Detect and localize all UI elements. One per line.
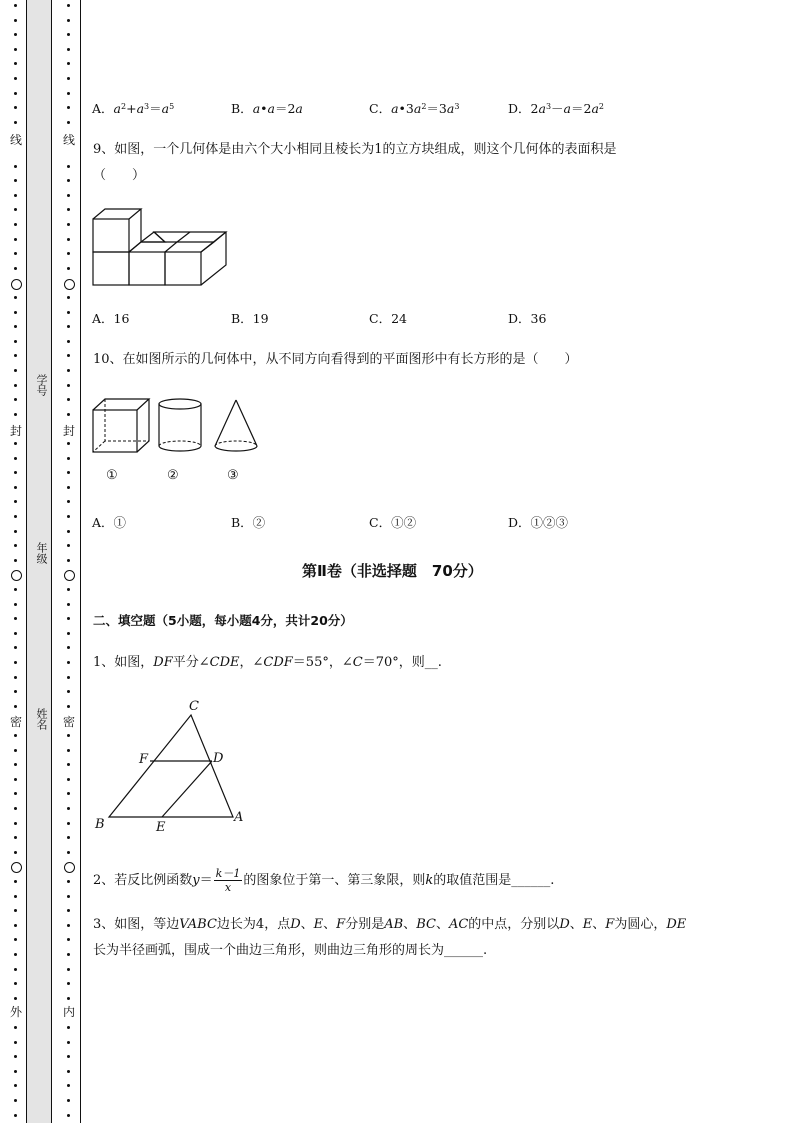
student-id-label: 学号 [35,374,48,396]
margin-dot [14,603,17,606]
margin-dot [67,807,70,810]
margin-dot [14,1099,17,1102]
q10-figure-label-3: ③ [227,468,239,483]
margin-dot [67,1099,70,1102]
point-label-b: B [95,817,105,832]
margin-dot [67,252,70,255]
margin-mark-nei: 内 [59,1005,79,1019]
margin-mark-wai: 外 [6,1005,26,1019]
point-label-a: A [234,810,244,825]
margin-dot [14,33,17,36]
margin-circle-icon [11,279,22,290]
margin-dot [67,778,70,781]
margin-dot [14,617,17,620]
q10-option-b[interactable]: B．② [231,515,266,530]
margin-dot [14,267,17,270]
margin-dot [67,413,70,416]
section-2-title: 第Ⅱ卷（非选择题 70分） [302,562,483,580]
margin-dot [67,953,70,956]
margin-mark-xian-outer: 线 [6,133,26,147]
margin-dot [67,763,70,766]
margin-dot [67,165,70,168]
margin-dot [67,384,70,387]
margin-dot [14,530,17,533]
f2-fraction: $\frac{k-1}{x}$ [215,867,241,894]
point-label-d: D [213,751,224,766]
margin-dot [67,880,70,883]
margin-dot [14,661,17,664]
margin-dot [14,194,17,197]
margin-dot [14,646,17,649]
margin-dot [67,617,70,620]
margin-dot [67,1114,70,1117]
q10-option-d[interactable]: D．①②③ [508,515,569,530]
margin-dot [67,398,70,401]
q9-answer-parens: （ ） [93,168,146,183]
margin-dot [14,325,17,328]
name-label: 姓名 [35,708,48,730]
margin-dot [14,690,17,693]
margin-dot [14,238,17,241]
q10-question-text: 10、在如图所示的几何体中，从不同方向看得到的平面图形中有长方形的是（ ） [93,352,578,367]
margin-dot [14,208,17,211]
margin-dot [67,792,70,795]
margin-dot [67,340,70,343]
margin-dot [14,398,17,401]
q9-option-c[interactable]: C．24 [369,311,407,326]
margin-dot [14,822,17,825]
margin-dot [14,165,17,168]
margin-dot [14,1055,17,1058]
q9-cube-figure [90,206,230,288]
f2-question-text: 2、若反比例函数y＝ $\frac{k-1}{x}$ 的图象位于第一、第三象限，则k的取值范围是______. [93,867,555,894]
margin-dot [67,909,70,912]
margin-dot [14,982,17,985]
margin-dot [14,588,17,591]
margin-dot [14,515,17,518]
margin-dot [14,19,17,22]
q8-option-b[interactable]: B．a•a＝2a [231,101,303,116]
margin-dot [14,311,17,314]
margin-dot [14,953,17,956]
margin-dot [67,354,70,357]
margin-dot [67,661,70,664]
margin-dot [67,588,70,591]
margin-dot [67,223,70,226]
margin-dot [67,471,70,474]
margin-dot [14,354,17,357]
margin-dot [67,982,70,985]
point-label-c: C [189,699,199,714]
margin-dot [67,705,70,708]
margin-dot [14,763,17,766]
margin-dot [67,822,70,825]
margin-dot [14,924,17,927]
margin-dot [14,749,17,752]
point-label-f: F [139,752,149,767]
margin-dot [14,62,17,65]
margin-dot [67,457,70,460]
margin-dot [14,471,17,474]
q9-option-a[interactable]: A．16 [92,311,130,326]
margin-dot [67,442,70,445]
margin-dot [67,734,70,737]
margin-dot [67,62,70,65]
margin-dot [14,1070,17,1073]
margin-dot [14,179,17,182]
margin-dot [14,442,17,445]
margin-dot [14,1084,17,1087]
margin-dot [14,296,17,299]
margin-dot [14,968,17,971]
margin-dot [67,33,70,36]
margin-dot [67,4,70,7]
margin-rule [80,0,81,1123]
margin-dot [67,208,70,211]
margin-dot [67,77,70,80]
margin-dot [67,194,70,197]
margin-dot [67,121,70,124]
margin-dot [67,1070,70,1073]
margin-dot [14,340,17,343]
margin-dot [14,734,17,737]
margin-circle-icon [64,862,75,873]
margin-dot [14,4,17,7]
margin-dot [67,106,70,109]
margin-dot [14,851,17,854]
margin-dotted-line-outer [6,0,26,1123]
margin-dot [67,530,70,533]
margin-dot [67,938,70,941]
q10-cube-figure [90,396,152,456]
margin-dot [14,792,17,795]
q8-option-a[interactable]: A．$a^2+a^3=a^5$ [92,101,175,116]
margin-dot [14,121,17,124]
margin-dot [14,938,17,941]
margin-dot [67,238,70,241]
q9-question-text: 9、如图，一个几何体是由六个大小相同且棱长为1的立方块组成，则这个几何体的表面积是 [93,142,617,157]
margin-dot [67,311,70,314]
margin-dot [14,77,17,80]
q8-option-d[interactable]: D．$2a^3-a=2a^2$ [508,101,604,116]
margin-dot [67,924,70,927]
margin-dot [67,895,70,898]
margin-dot [67,500,70,503]
margin-dot [67,19,70,22]
margin-dot [67,968,70,971]
margin-mark-mi-inner: 密 [59,715,79,729]
margin-dot [14,223,17,226]
margin-dot [14,559,17,562]
margin-dot [14,880,17,883]
margin-dot [67,646,70,649]
f3-question-line-2: 长为半径画弧，围成一个曲边三角形，则曲边三角形的周长为______. [93,943,488,958]
margin-dot [67,267,70,270]
grade-label: 年级 [35,542,48,564]
margin-dot [67,179,70,182]
margin-dot [14,457,17,460]
f1-triangle-figure [92,694,252,838]
margin-dot [14,544,17,547]
q10-figure-label-1: ① [106,468,118,483]
margin-dot [67,1026,70,1029]
margin-dot [14,1026,17,1029]
margin-dot [67,296,70,299]
margin-dot [14,895,17,898]
q9-option-d[interactable]: D．36 [508,311,547,326]
margin-dot [14,486,17,489]
margin-dot [67,997,70,1000]
margin-dot [67,325,70,328]
margin-dot [14,676,17,679]
margin-dot [67,632,70,635]
margin-mark-feng-outer: 封 [6,424,26,438]
q9-option-b[interactable]: B．19 [231,311,269,326]
margin-dot [67,690,70,693]
margin-dot [14,92,17,95]
f1-question-text: 1、如图，DF平分∠CDE，∠CDF＝55°，∠C＝70°，则__. [93,655,442,670]
margin-dot [67,515,70,518]
margin-dot [14,384,17,387]
margin-dot [14,705,17,708]
q8-option-c[interactable]: C．$a•3a^2=3a^3$ [369,101,460,116]
margin-mark-feng-inner: 封 [59,424,79,438]
margin-circle-icon [11,570,22,581]
margin-dot [67,92,70,95]
margin-dot [14,48,17,51]
margin-dot [67,559,70,562]
section-2-heading: 二、填空题（5小题，每小题4分，共计20分） [93,613,353,628]
q10-option-c[interactable]: C．①② [369,515,417,530]
margin-dot [14,1114,17,1117]
margin-dot [67,676,70,679]
margin-dot [67,836,70,839]
margin-dot [14,909,17,912]
margin-dot [67,1084,70,1087]
margin-dot [67,486,70,489]
margin-circle-icon [64,570,75,581]
q10-cylinder-figure [157,396,205,456]
margin-dot [14,500,17,503]
q10-figure-label-2: ② [167,468,179,483]
margin-dot [67,749,70,752]
margin-dot [67,1041,70,1044]
margin-dot [14,836,17,839]
margin-circle-icon [64,279,75,290]
q10-option-a[interactable]: A．① [92,515,127,530]
margin-dot [67,1055,70,1058]
margin-circle-icon [11,862,22,873]
margin-dot [67,544,70,547]
margin-dot [67,48,70,51]
margin-dot [14,632,17,635]
margin-dot [14,1041,17,1044]
margin-dot [14,106,17,109]
margin-dotted-line-inner [59,0,79,1123]
point-label-e: E [156,820,166,835]
f3-question-line-1: 3、如图，等边VABC边长为4，点D、E、F分别是AB、BC、AC的中点，分别以D、E、F为圆心，DE [93,917,687,932]
margin-dot [14,413,17,416]
margin-dot [14,997,17,1000]
margin-dot [67,603,70,606]
margin-dot [14,369,17,372]
margin-dot [67,851,70,854]
q10-cone-figure [212,396,262,456]
margin-dot [67,369,70,372]
margin-dot [14,778,17,781]
margin-mark-xian-inner: 线 [59,133,79,147]
margin-dot [14,807,17,810]
margin-mark-mi-outer: 密 [6,715,26,729]
margin-dot [14,252,17,255]
